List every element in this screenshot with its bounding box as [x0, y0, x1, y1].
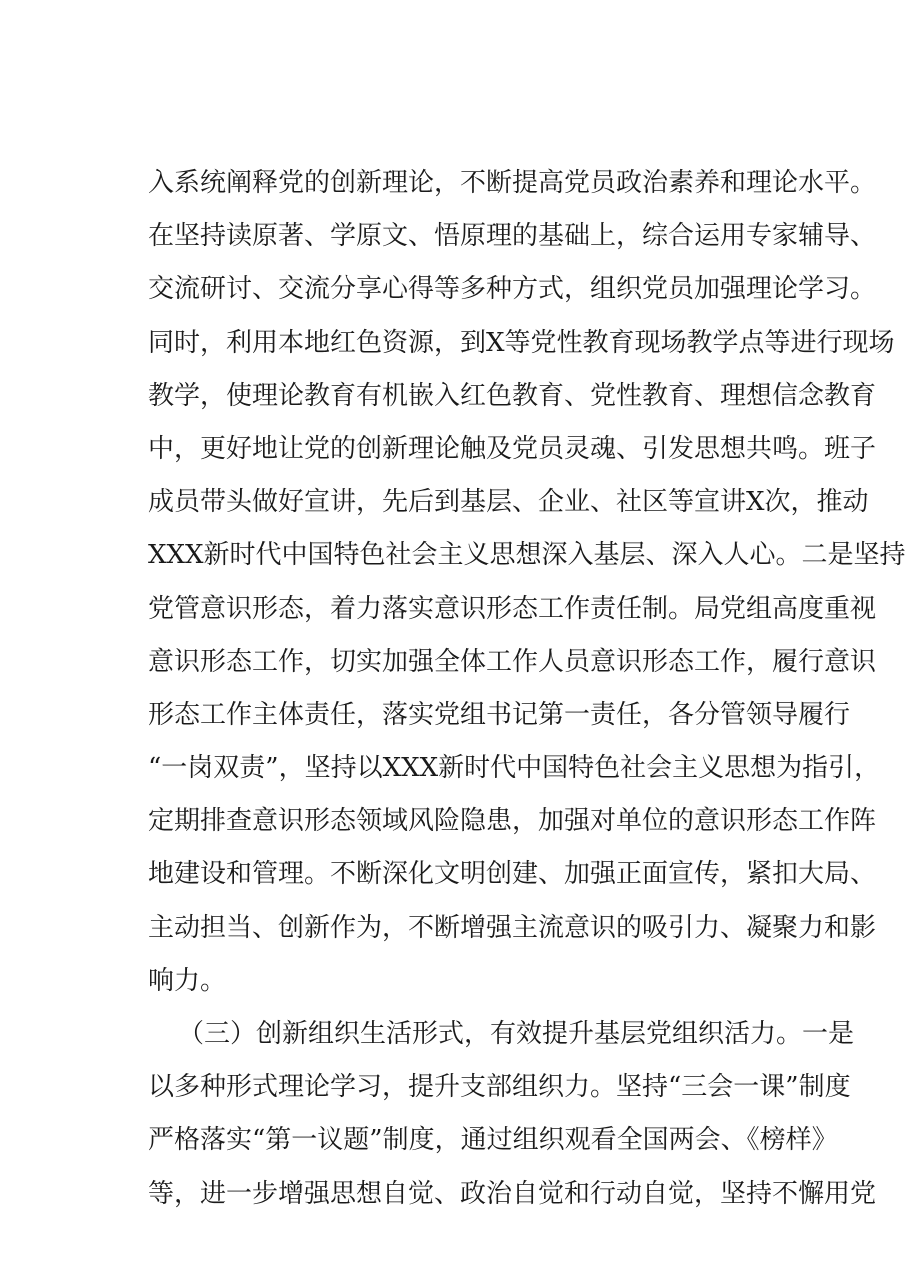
text-line: 定期排查意识形态领域风险隐患，加强对单位的意识形态工作阵: [148, 806, 877, 837]
text-line: 等，进一步增强思想自觉、政治自觉和行动自觉，坚持不懈用党: [148, 1178, 877, 1209]
text-line: XXX新时代中国特色社会主义思想深入基层、深入人心。二是坚持: [148, 540, 906, 571]
text-line: 党管意识形态，着力落实意识形态工作责任制。局党组高度重视: [148, 593, 877, 624]
text-line: 地建设和管理。不断深化文明创建、加强正面宣传，紧扣大局、: [148, 859, 877, 890]
text-line: 教学，使理论教育有机嵌入红色教育、党性教育、理想信念教育: [148, 380, 877, 411]
text-line: 形态工作主体责任，落实党组书记第一责任，各分管领导履行: [148, 699, 851, 730]
text-line: 主动担当、创新作为，不断增强主流意识的吸引力、凝聚力和影: [148, 912, 877, 943]
text-line: 意识形态工作，切实加强全体工作人员意识形态工作，履行意识: [148, 646, 877, 677]
text-line: 在坚持读原著、学原文、悟原理的基础上，综合运用专家辅导、: [148, 221, 877, 252]
text-line: 中，更好地让党的创新理论触及党员灵魂、引发思想共鸣。班子: [148, 433, 877, 464]
text-line: 以多种形式理论学习，提升支部组织力。坚持“三会一课”制度: [148, 1072, 851, 1103]
text-line: 成员带头做好宣讲，先后到基层、企业、社区等宣讲X次，推动: [148, 487, 869, 518]
text-line: 严格落实“第一议题”制度，通过组织观看全国两会、《榜样》: [148, 1125, 838, 1156]
section-heading-line: （三）创新组织生活形式，有效提升基层党组织活力。一是: [178, 1019, 855, 1049]
text-line: 响力。: [148, 965, 227, 996]
text-line: 交流研讨、交流分享心得等多种方式，组织党员加强理论学习。: [148, 274, 877, 305]
text-line: 同时，利用本地红色资源，到X等党性教育现场教学点等进行现场: [148, 327, 895, 358]
text-line: 入系统阐释党的创新理论，不断提高党员政治素养和理论水平。: [148, 168, 877, 198]
text-line: “一岗双责”，坚持以XXX新时代中国特色社会主义思想为指引，: [148, 753, 881, 784]
body-text: [148, 157, 906, 1221]
